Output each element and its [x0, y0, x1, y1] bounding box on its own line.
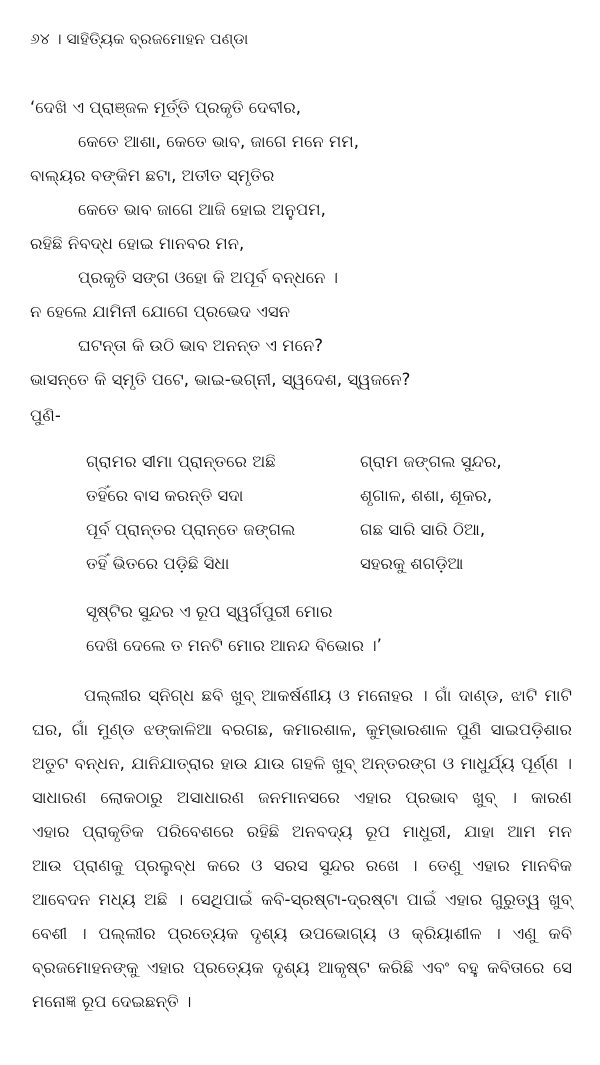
page-header [30, 30, 248, 49]
poem-line: ‘ଦେଖି ଏ ପ୍ରାଞ୍ଜଳ ମୂର୍ତ୍ତି ପ୍ରକୃତି ଦେବୀର, [30, 98, 301, 117]
poem-right-line: ଗଛ ସାରି ସାରି ଠିଆ, [360, 520, 486, 539]
paragraph-line: ଅତୁଟ ବନ୍ଧନ, ଯାନିଯାତ୍ରାର ହାଉ ଯାଉ ଗହଳି ଖୁବ୍ ଅନ୍ତରଙ୍ଗ ଓ ମାଧୁର୍ଯ୍ୟ ପୂର୍ଣ୍ଣ । [32, 754, 572, 773]
header-separator: । [54, 30, 62, 48]
poem-left-line: ଗ୍ରାମର ସୀମା ପ୍ରାନ୍ତରେ ଅଛି [86, 452, 276, 471]
poem-line: ଦେଖି ଦେଲେ ତ ମନଟି ମୋର ଆନନ୍ଦ ବିଭୋର ।’ [86, 636, 382, 655]
paragraph-line: ଏହାର ପ୍ରାକୃତିକ ପରିବେଶରେ ରହିଛି ଅନବଦ୍ୟ ରୂପ ମାଧୁରୀ, ଯାହା ଆମ ମନ [32, 822, 572, 841]
poem-line: କେତେ ଭାବ ଜାଗେ ଆଜି ହୋଇ ଅନୁପମ, [78, 200, 326, 219]
paragraph-line: ଘର, ଗାଁ ମୁଣ୍ଡ ଝଙ୍କାଳିଆ ବରଗଛ, କମାରଶାଳ, କୁମ୍ଭାରଶାଳ ପୁଣି ସାଇପଡ଼ିଶାର [32, 720, 572, 739]
paragraph-line: ମନୋଜ୍ଞ ରୂପ ଦେଇଛନ୍ତି । [32, 992, 192, 1011]
poem-right-line: ସହରକୁ ଶଗଡ଼ିଆ [360, 554, 464, 573]
poem-line: ସୃଷ୍ଟିର ସୁନ୍ଦର ଏ ରୂପ ସ୍ୱର୍ଗପୁରୀ ମୋର [86, 602, 333, 621]
poem-line: ବାଲ୍ୟର ବଙ୍କିମ ଛଟା, ଅତୀତ ସ୍ମୃତିର [30, 166, 275, 185]
running-title: ସାହିତ୍ୟିକ ବ୍ରଜମୋହନ ପଣ୍ଡା [66, 30, 249, 48]
poem-left-line: ତହିଁ ଭିତରେ ପଡ଼ିଛି ସିଧା [86, 554, 230, 573]
puni-label: ପୁଣି- [30, 406, 61, 425]
poem-right-line: ଶୃଗାଳ, ଶଶା, ଶୂକର, [360, 486, 493, 505]
page-number: ୬୪ [30, 30, 50, 48]
poem-left-line: ତହିଁରେ ବାସ କରନ୍ତି ସଦା [86, 486, 244, 505]
poem-line: ନ ହେଲେ ଯାମିନୀ ଯୋଗେ ପ୍ରଭେଦ ଏସନ [30, 302, 290, 321]
paragraph-line: ସାଧାରଣ ଲୋକଠାରୁ ଅସାଧାରଣ ଜନମାନସରେ ଏହାର ପ୍ରଭାବ ଖୁବ୍ । କାରଣ [32, 788, 572, 807]
poem-line: ରହିଛି ନିବଦ୍ଧ ହୋଇ ମାନବର ମନ, [30, 234, 245, 253]
poem-line: ଭାସନ୍ତେ କି ସ୍ମୃତି ପଟେ, ଭାଇ-ଭଗ୍ନୀ, ସ୍ୱଦେଶ, ସ୍ୱଜନେ? [30, 370, 411, 389]
poem-line: ପ୍ରକୃତି ସଙ୍ଗ ଓହୋ କି ଅପୂର୍ବ ବନ୍ଧନେ । [78, 268, 339, 287]
poem-left-line: ପୂର୍ବ ପ୍ରାନ୍ତର ପ୍ରାନ୍ତେ ଜଙ୍ଗଲ [86, 520, 296, 539]
paragraph-line: ବେଶୀ । ପଲ୍ଲୀର ପ୍ରତ୍ୟେକ ଦୃଶ୍ୟ ଉପଭୋଗ୍ୟ ଓ କ୍ରିୟାଶୀଳ । ଏଣୁ କବି [32, 924, 572, 943]
poem-line: କେତେ ଆଶା, କେତେ ଭାବ, ଜାଗେ ମନେ ମମ, [78, 132, 359, 151]
paragraph-line: ଆବେଦନ ମଧ୍ୟ ଅଛି । ସେଥିପାଇଁ କବି-ସ୍ରଷ୍ଟା-ଦ୍ରଷ୍ଟା ପାଇଁ ଏହାର ଗୁରୁତ୍ୱ ଖୁବ୍ [32, 890, 572, 909]
paragraph-line: ବ୍ରଜମୋହନଙ୍କୁ ଏହାର ପ୍ରତ୍ୟେକ ଦୃଶ୍ୟ ଆକୃଷ୍ଟ କରିଛି ଏବଂ ବହୁ କବିତାରେ ସେ [32, 958, 572, 977]
paragraph-line: ପଲ୍ଲୀର ସ୍ନିଗ୍ଧ ଛବି ଖୁବ୍ ଆକର୍ଷଣୀୟ ଓ ମନୋହର । ଗାଁ ଦାଣ୍ଡ, ଝାଟି ମାଟି [84, 686, 572, 705]
paragraph-line: ଆଉ ପ୍ରାଣକୁ ପ୍ରଲୁବ୍ଧ କରେ ଓ ସରସ ସୁନ୍ଦର ରଖେ । ତେଣୁ ଏହାର ମାନବିକ [32, 856, 572, 875]
poem-right-line: ଗ୍ରାମ ଜଙ୍ଗଲ ସୁନ୍ଦର, [360, 452, 502, 471]
poem-line: ଘଟନ୍ତା କି ଉଠି ଭାବ ଅନନ୍ତ ଏ ମନେ? [78, 336, 323, 355]
